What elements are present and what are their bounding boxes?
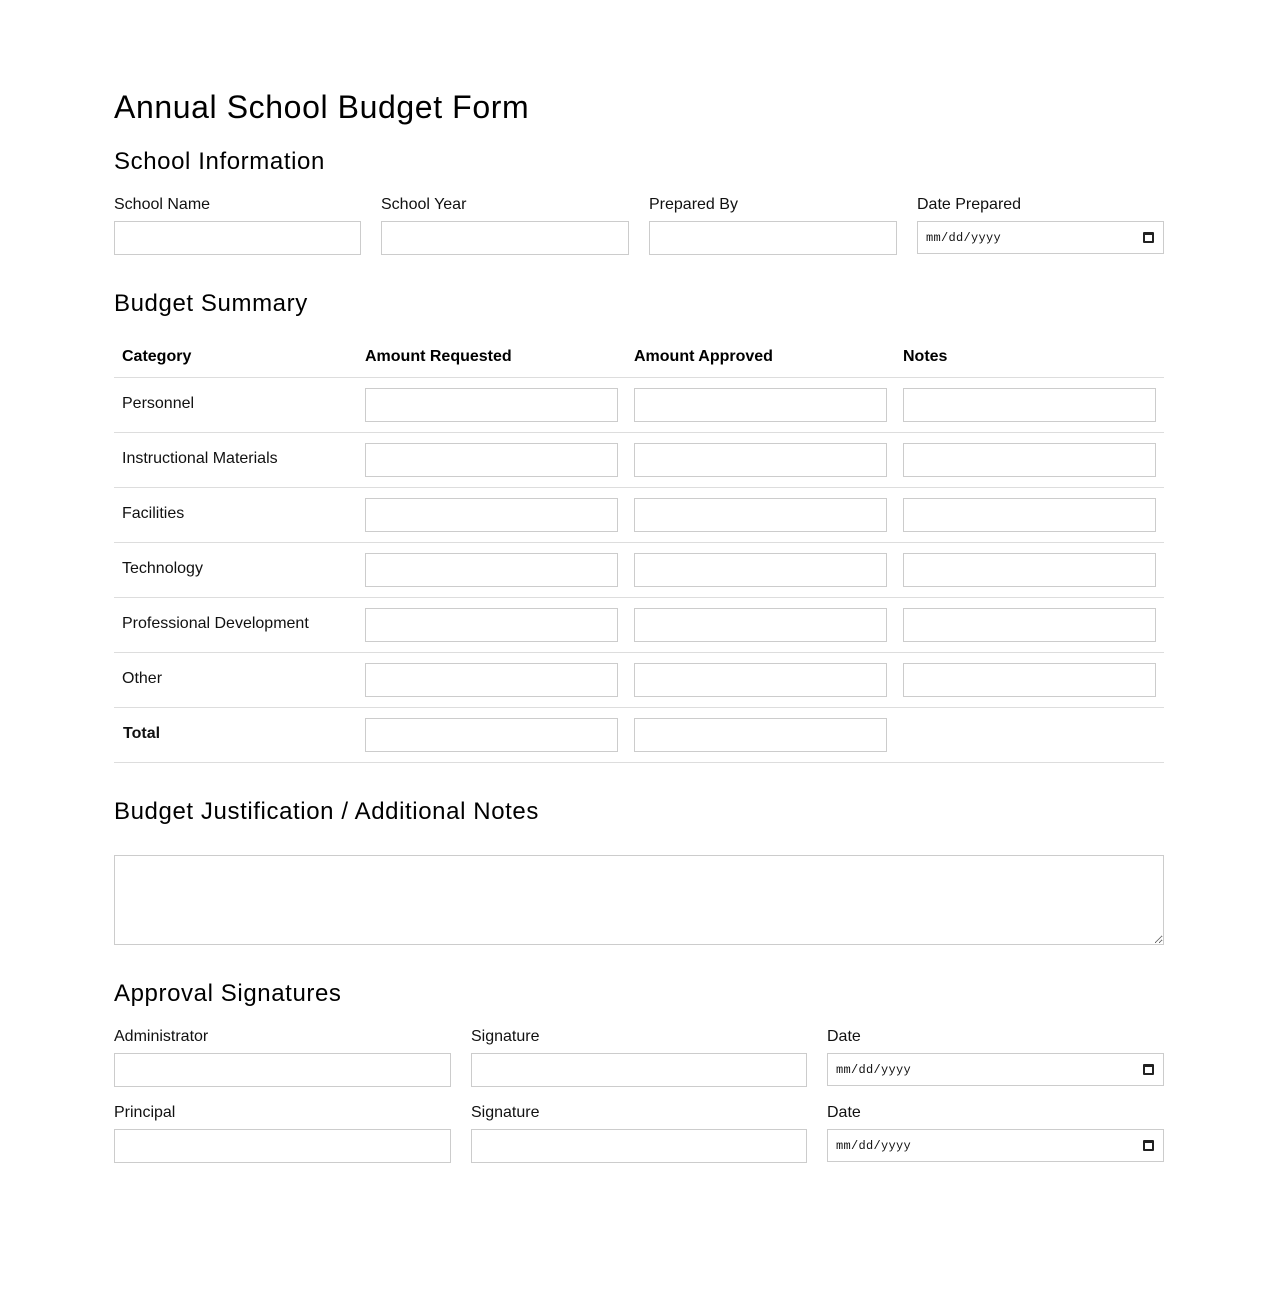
category-label: Professional Development	[122, 615, 309, 632]
date-prepared-input[interactable]	[917, 221, 1164, 254]
amount-requested-input[interactable]	[365, 608, 618, 642]
principal-signature-input[interactable]	[471, 1129, 807, 1163]
principal-date-input[interactable]	[827, 1129, 1164, 1162]
administrator-date-input[interactable]	[827, 1053, 1164, 1086]
principal-name-input[interactable]	[114, 1129, 451, 1163]
notes-input[interactable]	[903, 553, 1156, 587]
amount-approved-input[interactable]	[634, 608, 887, 642]
section-heading-budget-justification: Budget Justification / Additional Notes	[114, 798, 539, 825]
column-header-category: Category	[122, 348, 192, 365]
notes-input[interactable]	[903, 443, 1156, 477]
date-placeholder: mm/dd/yyyy	[836, 1138, 912, 1153]
section-heading-school-information: School Information	[114, 148, 325, 175]
amount-requested-input[interactable]	[365, 443, 618, 477]
category-label: Other	[122, 670, 163, 687]
administrator-name-input[interactable]	[114, 1053, 451, 1087]
table-divider	[114, 432, 1164, 433]
prepared-by-input[interactable]	[649, 221, 897, 255]
calendar-icon[interactable]	[1143, 1064, 1154, 1075]
date-placeholder: mm/dd/yyyy	[926, 230, 1002, 245]
amount-approved-input[interactable]	[634, 388, 887, 422]
administrator-date-label: Date	[827, 1028, 861, 1045]
principal-date-label: Date	[827, 1104, 861, 1121]
total-approved-input[interactable]	[634, 718, 887, 752]
principal-signature-label: Signature	[471, 1104, 540, 1121]
table-divider	[114, 487, 1164, 488]
administrator-signature-label: Signature	[471, 1028, 540, 1045]
category-label: Instructional Materials	[122, 450, 278, 467]
column-header-amount-approved: Amount Approved	[634, 348, 773, 365]
table-divider	[114, 597, 1164, 598]
notes-input[interactable]	[903, 498, 1156, 532]
category-label: Technology	[122, 560, 203, 577]
notes-input[interactable]	[903, 388, 1156, 422]
amount-approved-input[interactable]	[634, 443, 887, 477]
amount-requested-input[interactable]	[365, 498, 618, 532]
date-prepared-label: Date Prepared	[917, 196, 1022, 213]
notes-input[interactable]	[903, 608, 1156, 642]
table-divider	[114, 762, 1164, 763]
school-year-label: School Year	[381, 196, 467, 213]
justification-textarea[interactable]	[114, 855, 1164, 945]
principal-label: Principal	[114, 1104, 176, 1121]
amount-approved-input[interactable]	[634, 498, 887, 532]
column-header-amount-requested: Amount Requested	[365, 348, 512, 365]
administrator-label: Administrator	[114, 1028, 209, 1045]
school-name-input[interactable]	[114, 221, 361, 255]
table-divider	[114, 377, 1164, 378]
amount-requested-input[interactable]	[365, 388, 618, 422]
amount-requested-input[interactable]	[365, 553, 618, 587]
total-requested-input[interactable]	[365, 718, 618, 752]
prepared-by-label: Prepared By	[649, 196, 738, 213]
notes-input[interactable]	[903, 663, 1156, 697]
total-label: Total	[123, 725, 161, 742]
amount-approved-input[interactable]	[634, 663, 887, 697]
calendar-icon[interactable]	[1143, 232, 1154, 243]
page-title: Annual School Budget Form	[114, 89, 530, 125]
section-heading-budget-summary: Budget Summary	[114, 290, 308, 317]
table-divider	[114, 542, 1164, 543]
table-divider	[114, 652, 1164, 653]
column-header-notes: Notes	[903, 348, 948, 365]
section-heading-approval-signatures: Approval Signatures	[114, 980, 342, 1007]
school-year-input[interactable]	[381, 221, 629, 255]
category-label: Personnel	[122, 395, 195, 412]
date-placeholder: mm/dd/yyyy	[836, 1062, 912, 1077]
table-divider	[114, 707, 1164, 708]
school-name-label: School Name	[114, 196, 211, 213]
amount-approved-input[interactable]	[634, 553, 887, 587]
administrator-signature-input[interactable]	[471, 1053, 807, 1087]
calendar-icon[interactable]	[1143, 1140, 1154, 1151]
amount-requested-input[interactable]	[365, 663, 618, 697]
category-label: Facilities	[122, 505, 185, 522]
